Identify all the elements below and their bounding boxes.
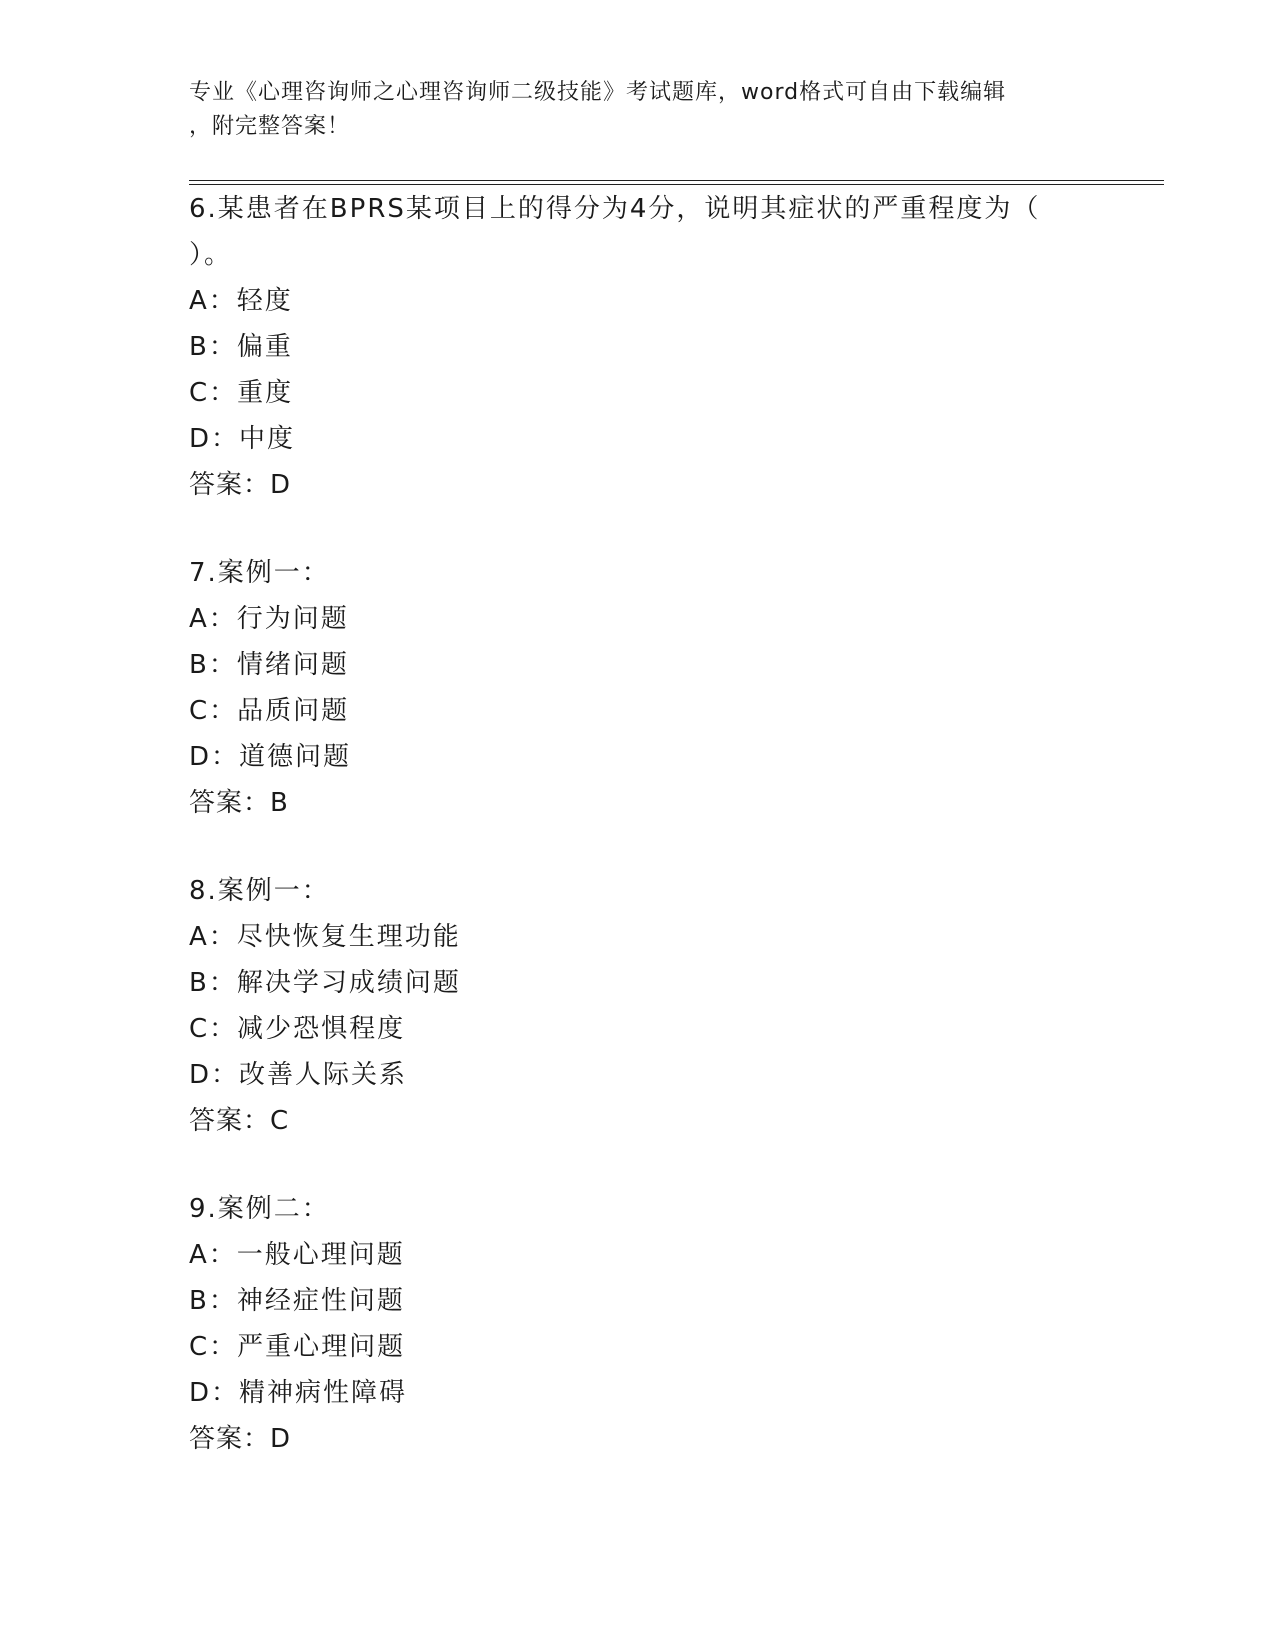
answer: 答案：D xyxy=(189,1424,292,1454)
option-d: D：道德问题 xyxy=(189,742,352,772)
question-stem: 7.案例一： xyxy=(189,558,330,588)
option-a: A：行为问题 xyxy=(189,604,349,634)
option-a: A：尽快恢复生理功能 xyxy=(189,922,461,952)
question-stem-continued: ）。 xyxy=(189,240,233,270)
question-7 xyxy=(189,550,1089,826)
option-b: B：神经症性问题 xyxy=(189,1286,405,1316)
header-line-2: ，附完整答案！ xyxy=(189,114,351,139)
option-a: A：轻度 xyxy=(189,286,293,316)
question-6 xyxy=(189,186,1089,508)
question-stem: 8.案例一： xyxy=(189,876,330,906)
option-b: B：偏重 xyxy=(189,332,293,362)
answer: 答案：D xyxy=(189,470,292,500)
option-b: B：解决学习成绩问题 xyxy=(189,968,461,998)
answer: 答案：B xyxy=(189,788,289,818)
option-d: D：改善人际关系 xyxy=(189,1060,408,1090)
option-d: D：精神病性障碍 xyxy=(189,1378,408,1408)
document-header xyxy=(189,76,1089,144)
option-c: C：减少恐惧程度 xyxy=(189,1014,406,1044)
header-line-1: 专业《心理咨询师之心理咨询师二级技能》考试题库，word格式可自由下载编辑 xyxy=(189,80,1007,105)
option-c: C：品质问题 xyxy=(189,696,350,726)
option-c: C：重度 xyxy=(189,378,294,408)
question-stem: 6.某患者在BPRS某项目上的得分为4分，说明其症状的严重程度为（ xyxy=(189,194,1041,224)
option-b: B：情绪问题 xyxy=(189,650,349,680)
question-9 xyxy=(189,1186,1089,1462)
question-8 xyxy=(189,868,1089,1144)
option-d: D：中度 xyxy=(189,424,296,454)
answer: 答案：C xyxy=(189,1106,290,1136)
option-c: C：严重心理问题 xyxy=(189,1332,406,1362)
option-a: A：一般心理问题 xyxy=(189,1240,405,1270)
question-stem: 9.案例二： xyxy=(189,1194,330,1224)
header-divider xyxy=(189,180,1164,185)
